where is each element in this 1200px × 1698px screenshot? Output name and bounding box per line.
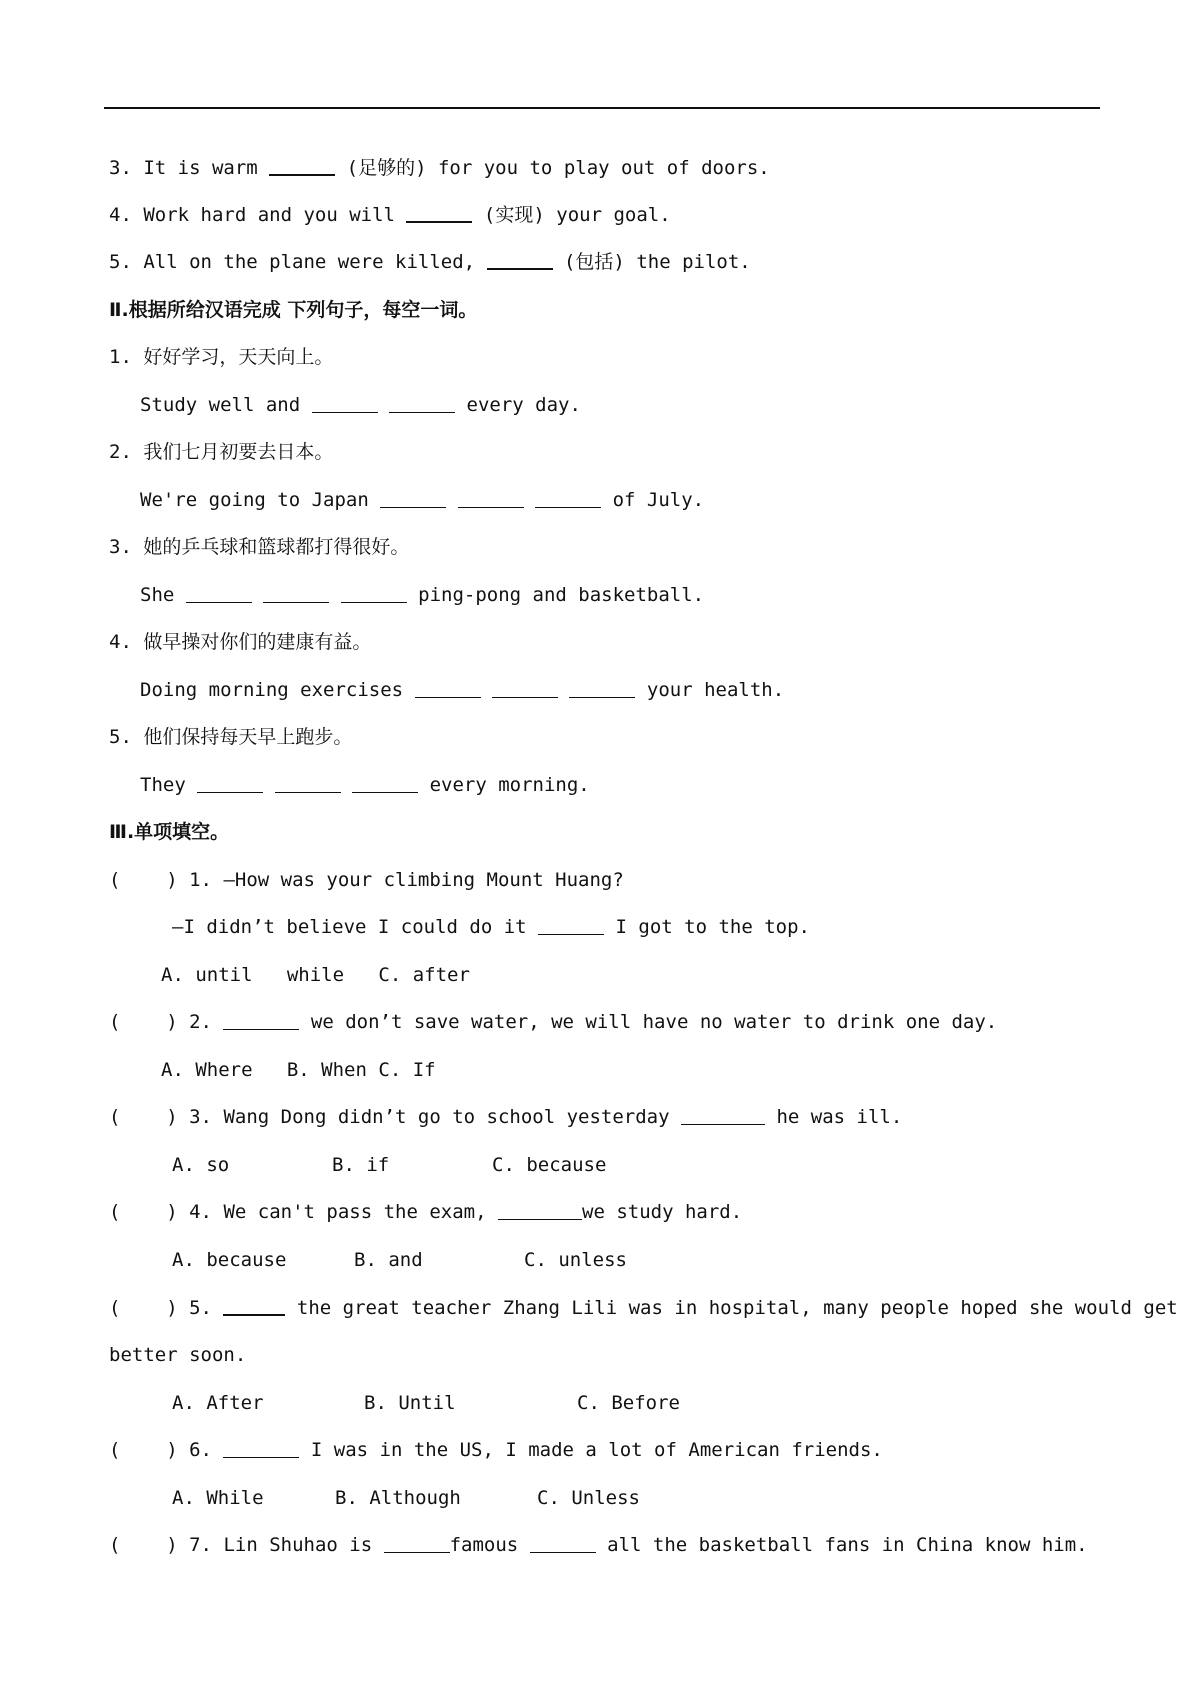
answer-blank[interactable] [681, 1106, 765, 1125]
answer-blank[interactable] [384, 1534, 450, 1553]
answer-blank[interactable] [223, 1439, 299, 1458]
part3-q6: ( ) 6. I was in the US, I made a lot of American friends. [109, 1439, 883, 1461]
answer-blank[interactable] [530, 1534, 596, 1553]
answer-blank[interactable] [389, 394, 455, 413]
answer-blank[interactable] [341, 584, 407, 603]
option-b[interactable]: B. Although [335, 1487, 461, 1509]
part2-item-3-en: She ping-pong and basketball. [140, 584, 705, 606]
answer-blank[interactable] [197, 774, 263, 793]
answer-paren[interactable]: ( ) [109, 1534, 178, 1556]
part3-q1-options [161, 962, 470, 988]
part2-item-4-cn: 4. 做早操对你们的建康有益。 [109, 631, 372, 653]
header-rule [104, 107, 1100, 109]
option-b[interactable]: B. and [354, 1249, 423, 1271]
part3-q6-options [172, 1485, 640, 1511]
part3-q3-options [172, 1152, 606, 1178]
part2-item-4-en: Doing morning exercises your health. [140, 679, 785, 701]
part3-heading: Ⅲ.单项填空。 [109, 821, 230, 843]
part2-item-3-cn: 3. 她的乒乓球和篮球都打得很好。 [109, 536, 410, 558]
part2-item-2-cn: 2. 我们七月初要去日本。 [109, 441, 334, 463]
answer-blank[interactable] [535, 489, 601, 508]
answer-blank[interactable] [406, 203, 472, 223]
part3-q2: ( ) 2. we don’t save water, we will have no water to drink one day. [109, 1011, 998, 1033]
part3-q5-options [172, 1390, 680, 1416]
option-c[interactable]: C. Unless [537, 1487, 640, 1509]
part2-item-5-en: They every morning. [140, 774, 590, 796]
option-a[interactable]: A. Where [161, 1059, 253, 1081]
option-c[interactable]: C. Before [577, 1392, 680, 1414]
answer-blank[interactable] [223, 1296, 285, 1316]
option-a[interactable]: A. While [172, 1487, 264, 1509]
answer-blank[interactable] [263, 584, 329, 603]
answer-blank[interactable] [487, 250, 553, 270]
answer-paren[interactable]: ( ) [109, 1201, 178, 1223]
part2-item-1-cn: 1. 好好学习，天天向上。 [109, 346, 334, 368]
part3-q3: ( ) 3. Wang Dong didn’t go to school yesterday he was ill. [109, 1106, 903, 1128]
answer-paren[interactable]: ( ) [109, 1106, 178, 1128]
option-b[interactable]: B. if [332, 1154, 390, 1176]
answer-paren[interactable]: ( ) [109, 869, 178, 891]
option-a[interactable]: A. After [172, 1392, 264, 1414]
part2-heading: Ⅱ.根据所给汉语完成 下列句子，每空一词。 [109, 299, 478, 321]
part3-q5-cont: better soon. [109, 1344, 247, 1366]
option-a[interactable]: A. until [161, 964, 253, 986]
option-b[interactable]: B. When [286, 1059, 367, 1081]
part1-item-4: 4. Work hard and you will (实现) your goal. [109, 204, 671, 226]
part3-q5: ( ) 5. the great teacher Zhang Lili was in hospital, many people hoped she would get [109, 1297, 1178, 1319]
option-c[interactable]: C. because [492, 1154, 607, 1176]
answer-blank[interactable] [380, 489, 446, 508]
answer-blank[interactable] [498, 1201, 582, 1220]
part3-q1-line2: —I didn’t believe I could do it I got to the top. [172, 916, 810, 938]
part3-q7: ( ) 7. Lin Shuhao is famous all the basketball fans in China know him. [109, 1534, 1088, 1556]
answer-blank[interactable] [352, 774, 418, 793]
answer-paren[interactable]: ( ) [109, 1439, 178, 1461]
answer-blank[interactable] [186, 584, 252, 603]
option-b[interactable]: B. Until [364, 1392, 456, 1414]
option-a[interactable]: A. so [172, 1154, 230, 1176]
answer-blank[interactable] [269, 156, 335, 176]
answer-paren[interactable]: ( ) [109, 1011, 178, 1033]
option-b[interactable]: while [286, 964, 345, 986]
answer-blank[interactable] [312, 394, 378, 413]
part2-item-5-cn: 5. 他们保持每天早上跑步。 [109, 726, 353, 748]
answer-blank[interactable] [415, 679, 481, 698]
answer-paren[interactable]: ( ) [109, 1297, 178, 1319]
part1-item-5: 5. All on the plane were killed, (包括) the pilot. [109, 251, 751, 273]
option-c[interactable]: C. unless [524, 1249, 627, 1271]
option-c[interactable]: C. If [378, 1059, 436, 1081]
part2-item-2-en: We're going to Japan of July. [140, 489, 705, 511]
part1-item-3: 3. It is warm (足够的) for you to play out of doors. [109, 157, 770, 179]
part3-q2-options [161, 1057, 436, 1083]
answer-blank[interactable] [569, 679, 635, 698]
answer-blank[interactable] [492, 679, 558, 698]
answer-blank[interactable] [223, 1011, 299, 1030]
answer-blank[interactable] [538, 916, 604, 935]
part3-q4: ( ) 4. We can't pass the exam, we study hard. [109, 1201, 743, 1223]
option-a[interactable]: A. because [172, 1249, 287, 1271]
part3-q4-options [172, 1247, 627, 1273]
answer-blank[interactable] [458, 489, 524, 508]
answer-blank[interactable] [275, 774, 341, 793]
option-c[interactable]: C. after [378, 964, 470, 986]
part3-q1: ( ) 1. —How was your climbing Mount Huang? [109, 869, 624, 891]
part2-item-1-en: Study well and every day. [140, 394, 581, 416]
